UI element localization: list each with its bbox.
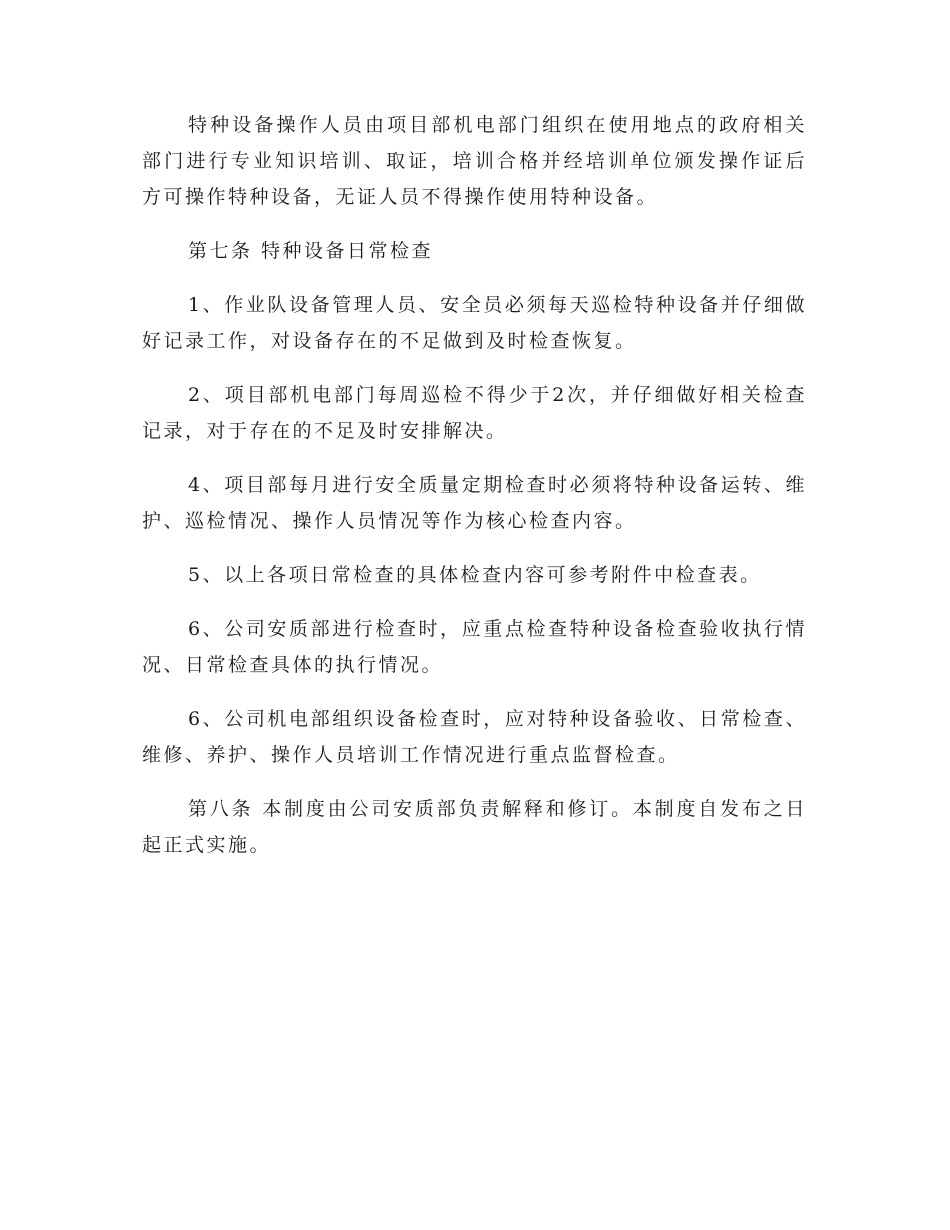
paragraph-item-4: 4、项目部每月进行安全质量定期检查时必须将特种设备运转、维护、巡检情况、操作人员情况等作为核心检查内容。 (142, 474, 807, 532)
paragraph-item-6b: 6、公司机电部组织设备检查时，应对特种设备验收、日常检查、维修、养护、操作人员培训工作情况进行重点监督检查。 (142, 708, 807, 766)
document-page (142, 107, 807, 881)
paragraph-item-5: 5、以上各项日常检查的具体检查内容可参考附件中检查表。 (188, 564, 762, 586)
article-8-paragraph: 第八条 本制度由公司安质部负责解释和修订。本制度自发布之日起正式实施。 (142, 798, 807, 856)
paragraph-item-2: 2、项目部机电部门每周巡检不得少于2次，并仔细做好相关检查记录，对于存在的不足及时安排解决。 (142, 384, 807, 442)
paragraph-item-1: 1、作业队设备管理人员、安全员必须每天巡检特种设备并仔细做好记录工作，对设备存在的不足做到及时检查恢复。 (142, 294, 807, 352)
paragraph-item-6a: 6、公司安质部进行检查时，应重点检查特种设备检查验收执行情况、日常检查具体的执行情况。 (142, 618, 807, 676)
paragraph-operator-certification: 特种设备操作人员由项目部机电部门组织在使用地点的政府相关部门进行专业知识培训、取证，培训合格并经培训单位颁发操作证后方可操作特种设备，无证人员不得操作使用特种设备。 (142, 114, 807, 208)
article-7-heading: 第七条 特种设备日常检查 (188, 240, 434, 262)
